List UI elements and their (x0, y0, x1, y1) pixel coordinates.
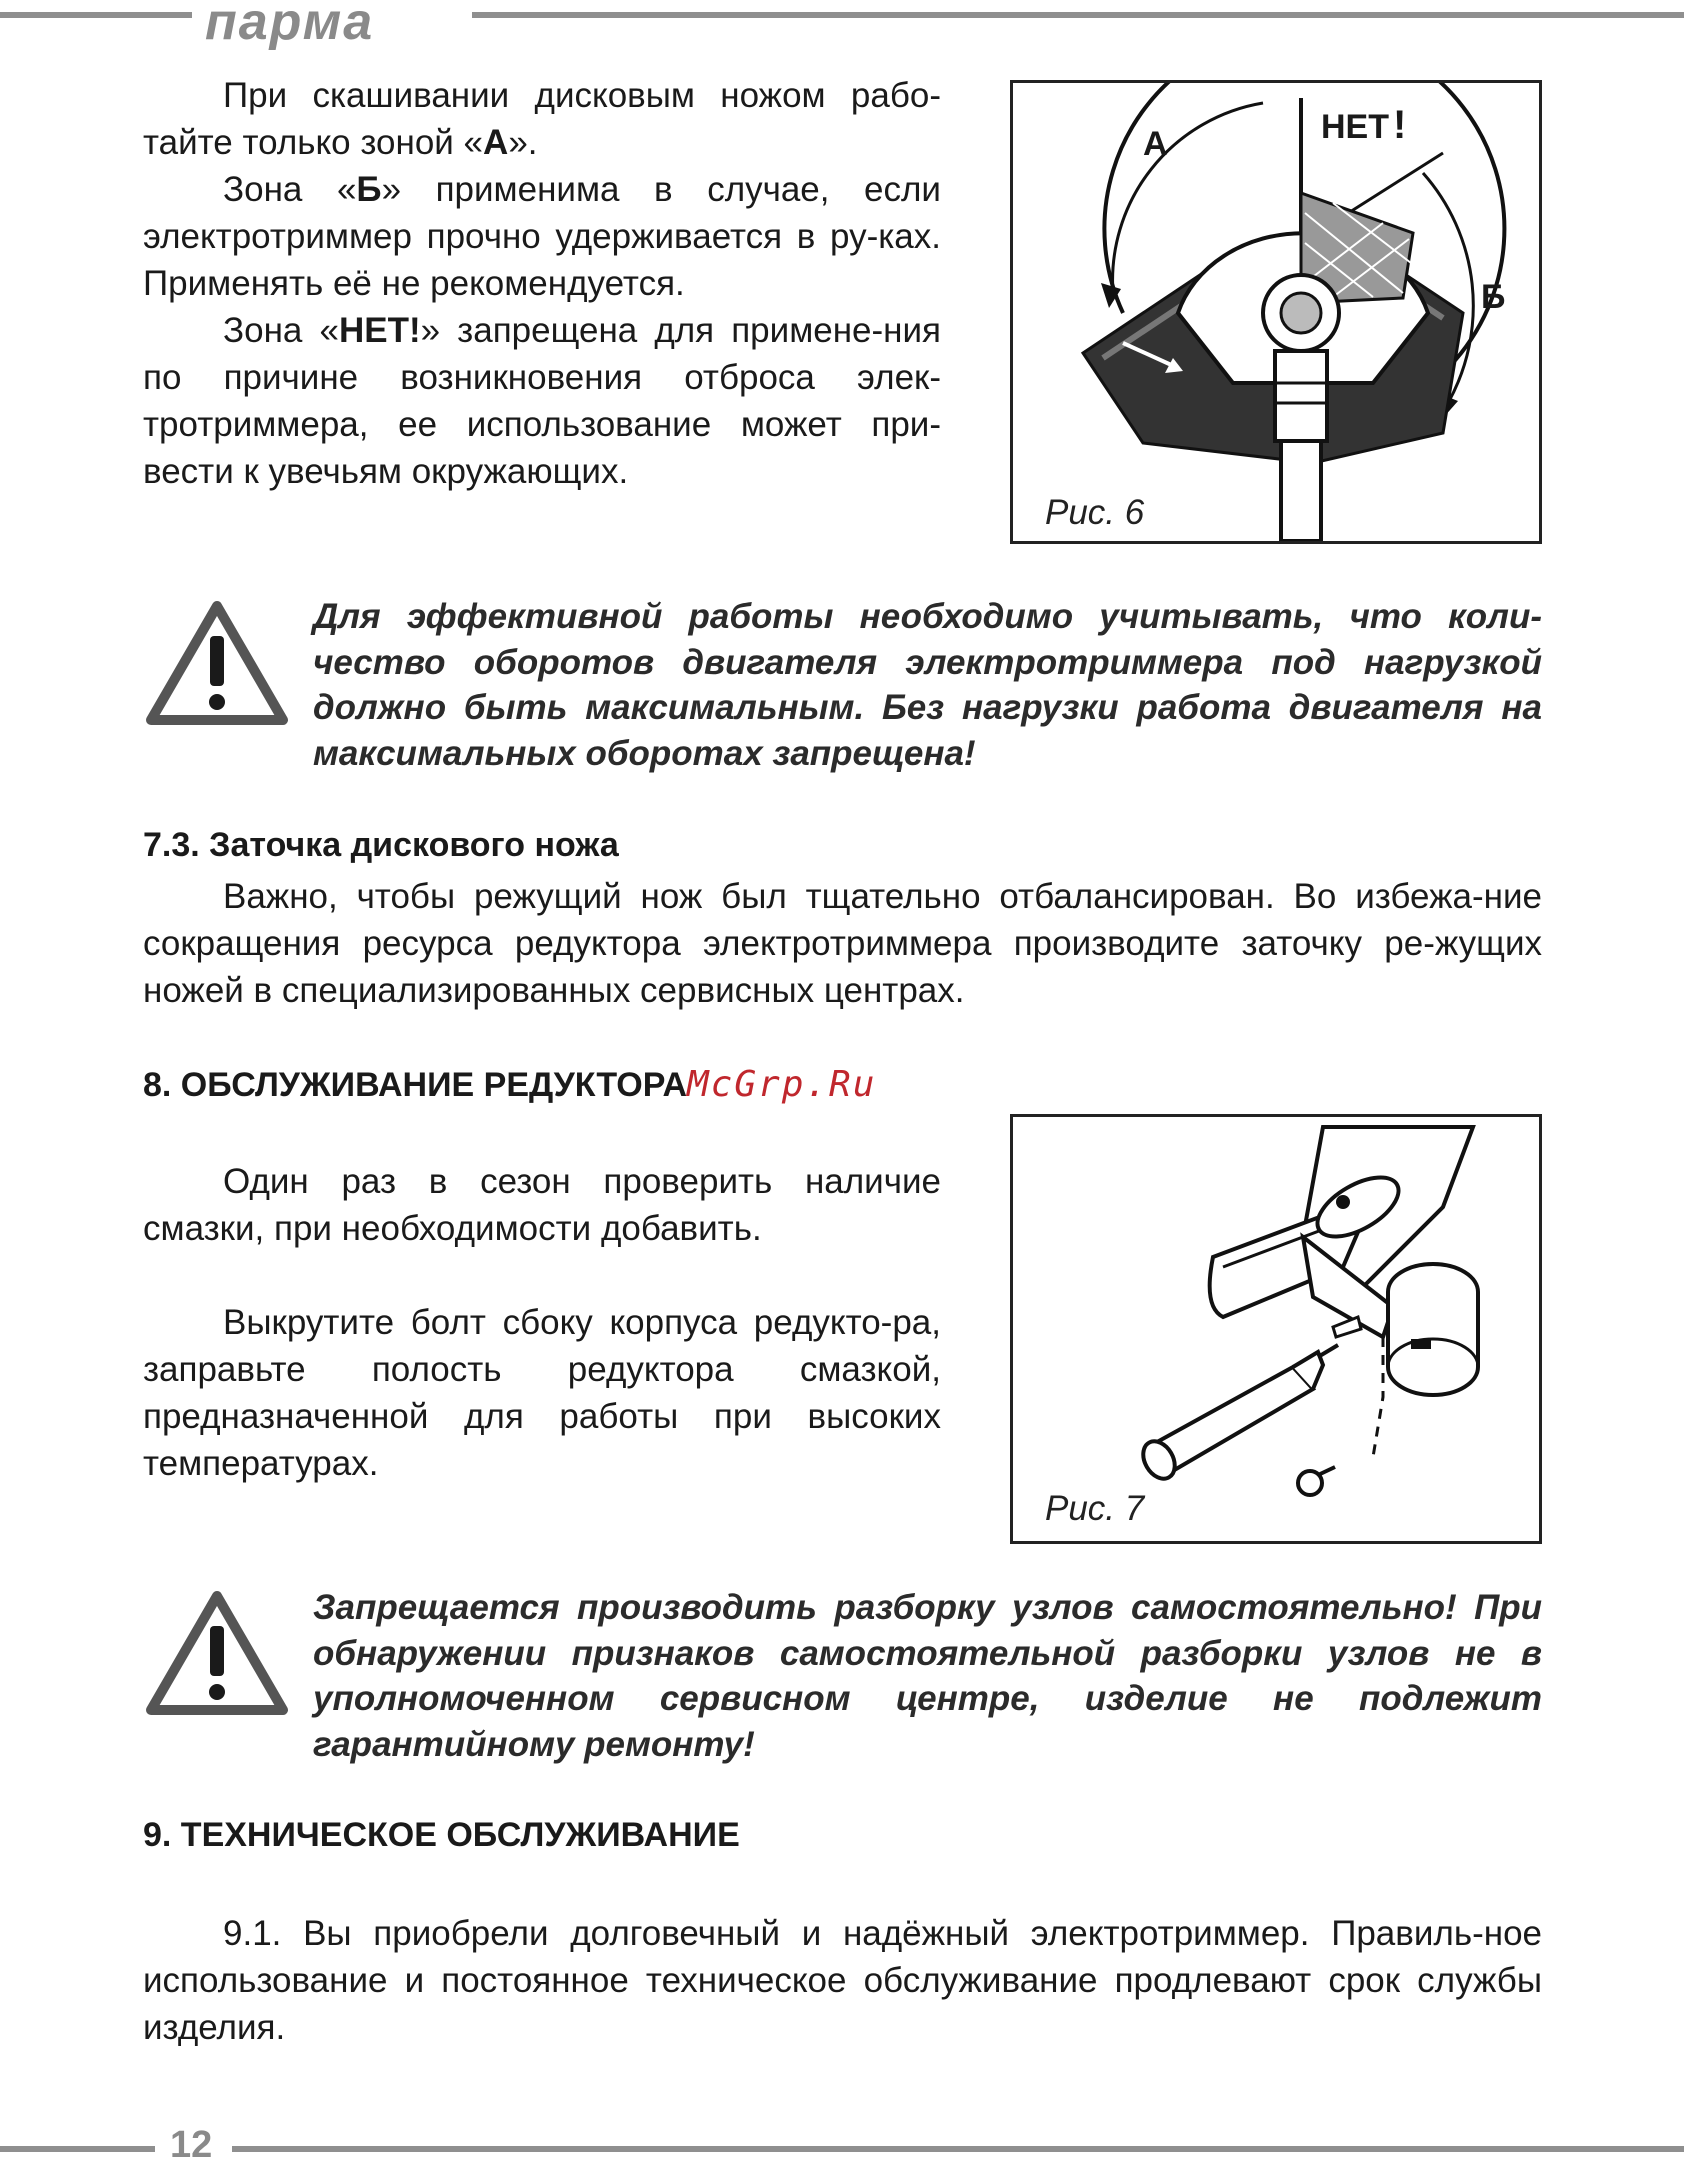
figure-6-caption: Рис. 6 (1045, 493, 1150, 533)
paragraph-zone-a: При скашивании дисковым ножом рабо-тайте только зоной «А». (143, 76, 941, 162)
gearbox-lubrication-illustration (1013, 1117, 1539, 1541)
warning-icon-1 (145, 598, 290, 728)
figure-6-label-b: Б (1481, 278, 1506, 316)
section-9-title: 9. ТЕХНИЧЕСКОЕ ОБСЛУЖИВАНИЕ (143, 1816, 740, 1854)
figure-6-label-net: НЕТ ! (1321, 103, 1407, 147)
figure-6 (1010, 80, 1542, 544)
warning-1-text: Для эффективной работы необходимо учитывать, что коли-чество оборотов двигателя электротриммера под нагрузкой должно быть максимальным. Без нагрузки работа двигателя на максимальных оборотах запрещена! (313, 597, 1542, 773)
figure-7-caption: Рис. 7 (1045, 1489, 1145, 1528)
figure-7 (1010, 1114, 1542, 1544)
figure-6-label-a: А (1143, 125, 1168, 163)
footer-rule-left (0, 2146, 155, 2152)
brand-logo: парма (205, 0, 375, 51)
exclamation-triangle-icon (145, 598, 290, 728)
header-rule-left (0, 12, 192, 18)
trimmer-zones-illustration (1013, 83, 1539, 541)
section-8-paragraph-2: Выкрутите болт сбоку корпуса редукто-ра, заправьте полость редуктора смазкой, предназначенной для работы при высоких температурах. (143, 1303, 941, 1483)
section-9-text: 9.1. Вы приобрели долговечный и надёжный электротриммер. Правиль-ное использование и постоянное техническое обслуживание продлевают срок службы изделия. (143, 1914, 1542, 2047)
section-8-title: 8. ОБСЛУЖИВАНИЕ РЕДУКТОРАMcGrp.Ru (143, 1064, 877, 1105)
warning-2-text: Запрещается производить разборку узлов самостоятельно! При обнаружении признаков самостоятельной разборки узлов не в уполномоченном сервисном центре, изделие не подлежит гарантийному ремонту! (313, 1588, 1542, 1764)
header-rule-right (472, 12, 1684, 18)
figure-6-label-excl: ! (1393, 103, 1407, 147)
mowing-zones-text (143, 72, 941, 495)
warning-icon-2 (145, 1588, 290, 1718)
exclamation-triangle-icon (145, 1588, 290, 1718)
watermark: McGrp.Ru (687, 1064, 877, 1105)
page-number: 12 (170, 2124, 213, 2166)
section-8-paragraph-1: Один раз в сезон проверить наличие смазки, при необходимости добавить. (143, 1162, 941, 1248)
section-7-3-text: Важно, чтобы режущий нож был тщательно отбалансирован. Во избежа-ние сокращения ресурса редуктора электротриммера производите заточку ре-жущих ножей в специализированных сервисных центрах. (143, 877, 1542, 1010)
paragraph-zone-net: Зона «НЕТ!» запрещена для примене-ния по причине возникновения отброса элек-тротриммера, ее использование может при-вести к увечьям окружающих. (143, 311, 941, 491)
section-7-3-title: 7.3. Заточка дискового ножа (143, 826, 619, 864)
paragraph-zone-b: Зона «Б» применима в случае, если электротриммер прочно удерживается в ру-ках. Применять её не рекомендуется. (143, 170, 941, 303)
footer-rule-right (232, 2146, 1684, 2152)
